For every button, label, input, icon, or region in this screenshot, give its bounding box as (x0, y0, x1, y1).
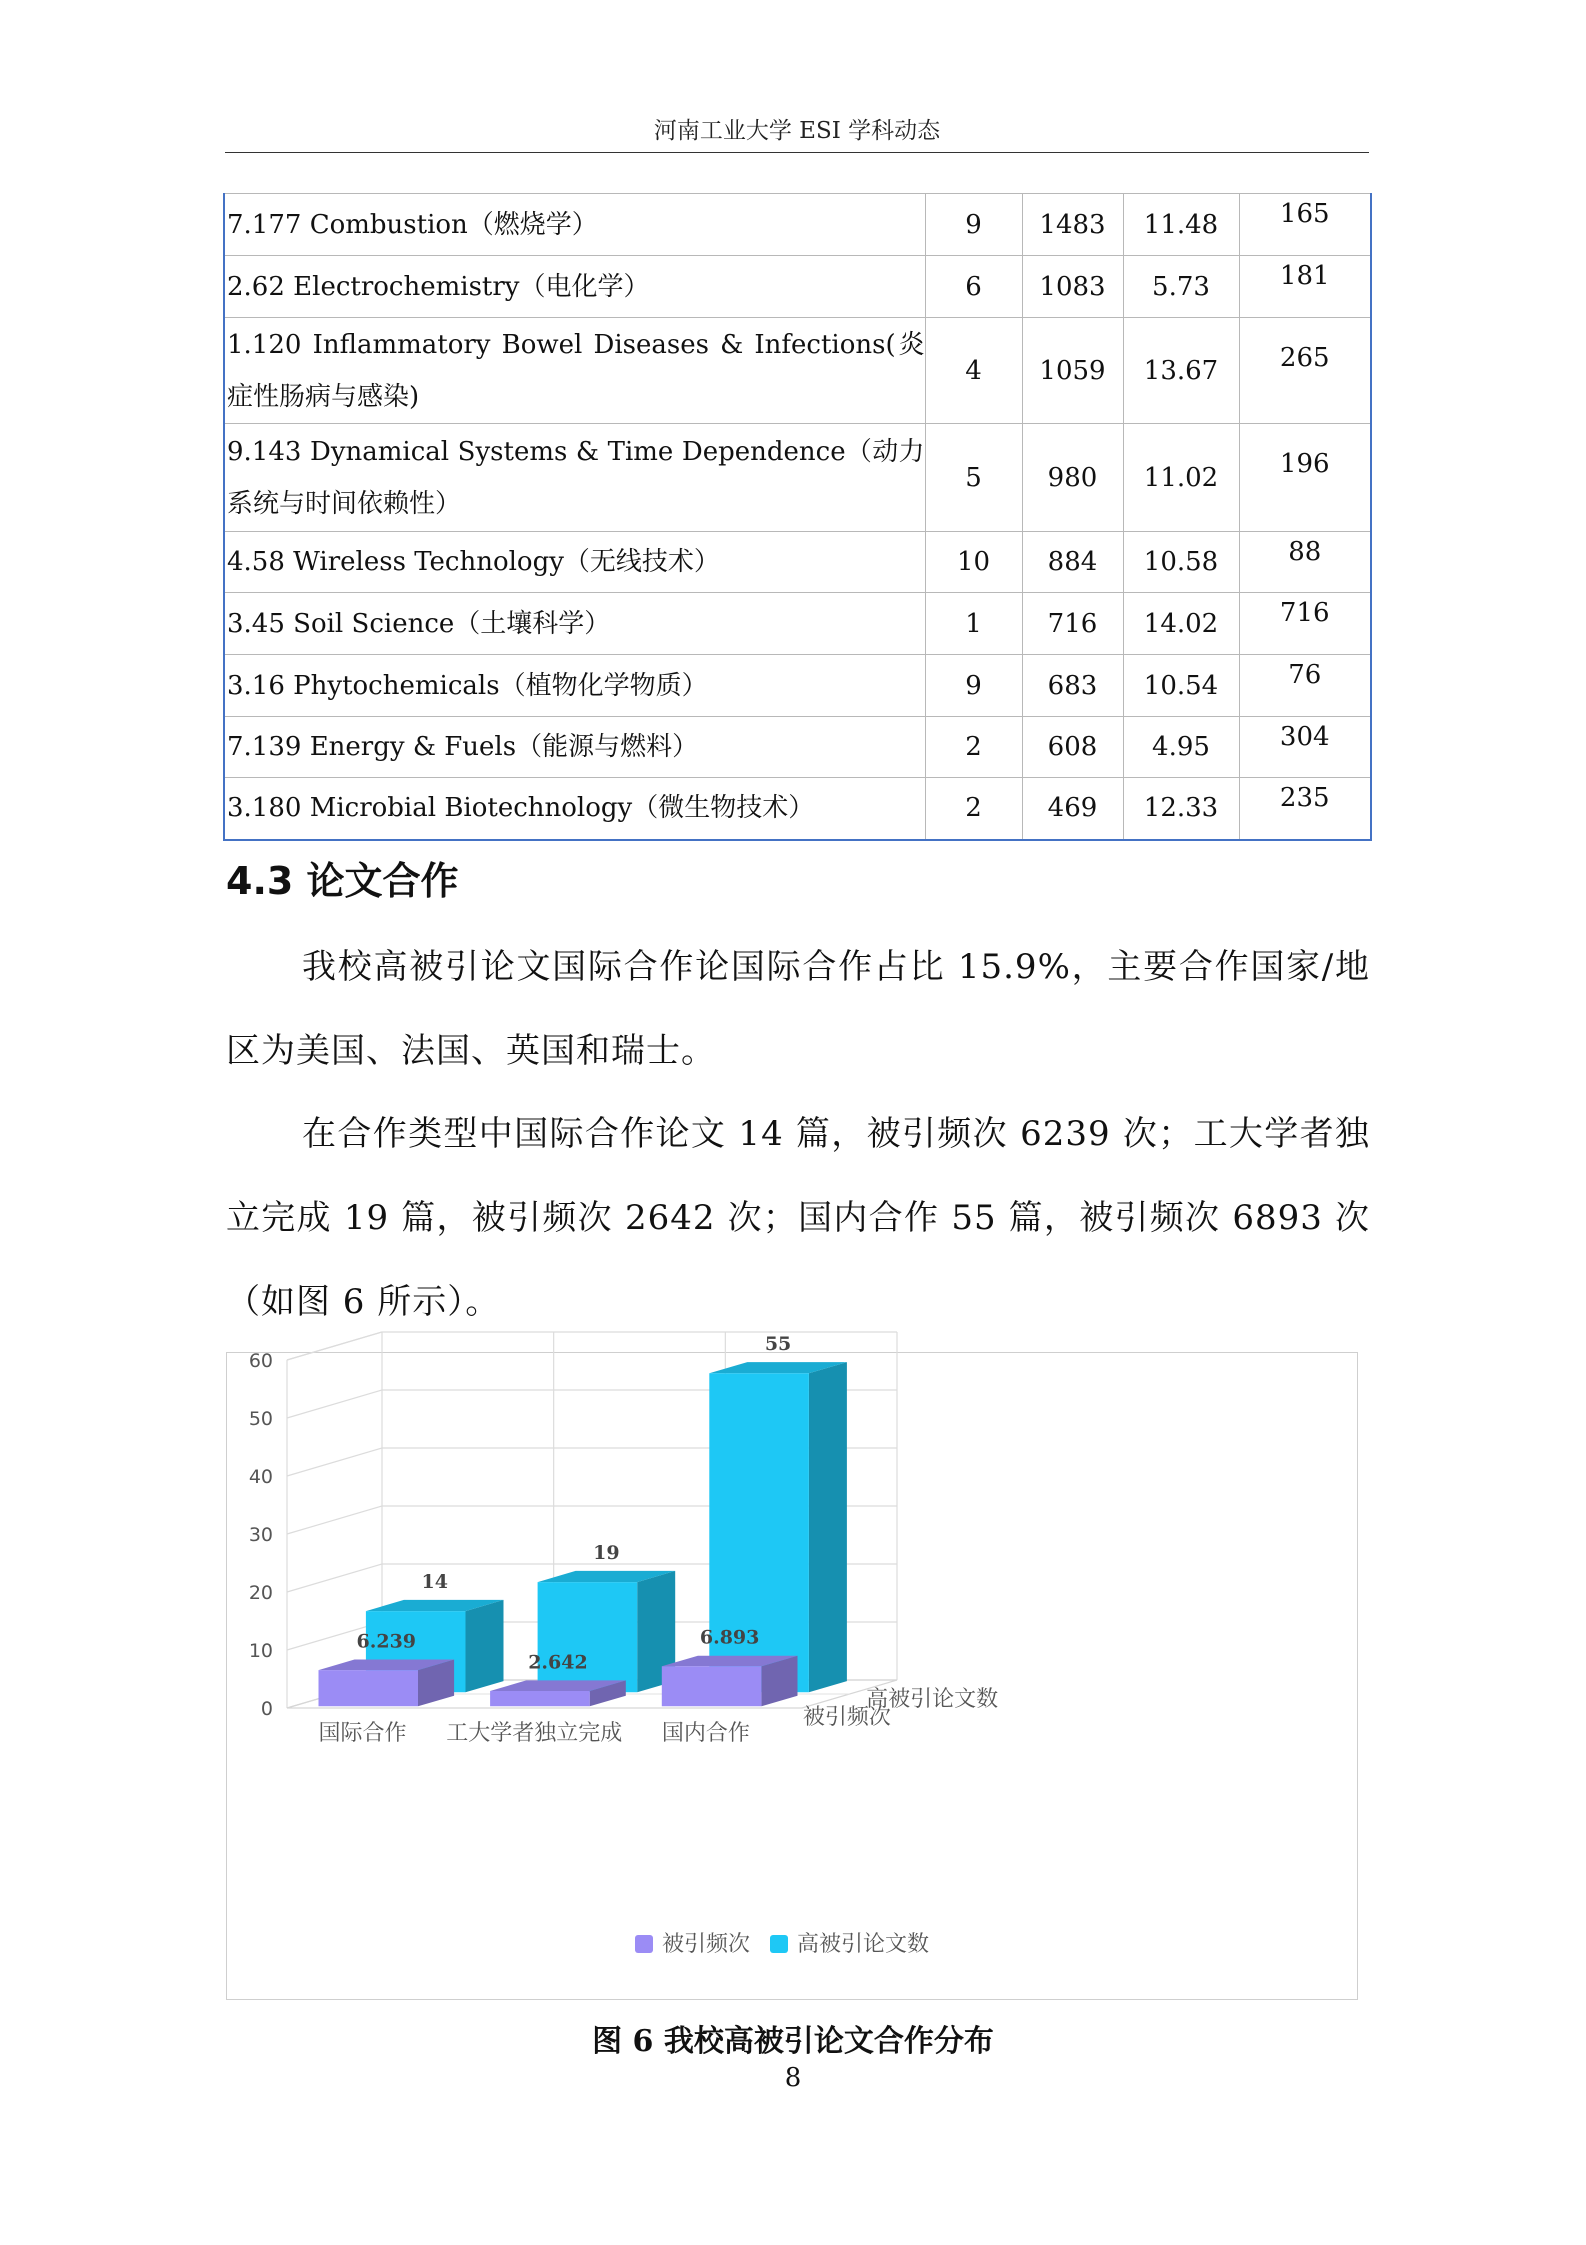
table-cell: 716 (1239, 593, 1371, 655)
y-tick-label: 10 (248, 1640, 273, 1662)
table-cell: 10 (925, 532, 1022, 593)
y-tick-label: 40 (248, 1466, 273, 1488)
y-tick-label: 20 (248, 1582, 273, 1604)
table-cell-name: 2.62 Electrochemistry（电化学） (224, 256, 925, 318)
table-row (224, 717, 1371, 778)
table-cell: 716 (1022, 593, 1123, 655)
table-cell-name: 3.180 Microbial Biotechnology（微生物技术） (224, 778, 925, 840)
table-row (224, 778, 1371, 840)
table-cell: 5 (925, 424, 1022, 532)
paragraph: 在合作类型中国际合作论文 14 篇，被引频次 6239 次；工大学者独立完成 19 篇，被引频次 2642 次；国内合作 55 篇，被引频次 6893 次（如图 6 所示）。 (226, 1114, 1370, 1322)
table-cell: 1 (925, 593, 1022, 655)
table-cell: 14.02 (1123, 593, 1239, 655)
x-tick-label: 国内合作 (661, 1721, 750, 1746)
data-label: 55 (764, 1333, 792, 1356)
page-number: 8 (784, 2063, 802, 2093)
table-cell-name: 7.139 Energy & Fuels（能源与燃料） (224, 717, 925, 778)
table-cell: 5.73 (1123, 256, 1239, 318)
table-row (224, 655, 1371, 717)
x-tick-label: 工大学者独立完成 (446, 1721, 623, 1746)
table-cell: 10.54 (1123, 655, 1239, 717)
table-row (224, 194, 1371, 256)
table-cell: 265 (1239, 318, 1371, 424)
table-cell: 2 (925, 778, 1022, 840)
legend-label: 被引频次 (662, 1932, 751, 1957)
table-cell: 608 (1022, 717, 1123, 778)
table-cell: 4.95 (1123, 717, 1239, 778)
table-cell: 980 (1022, 424, 1123, 532)
table-cell: 12.33 (1123, 778, 1239, 840)
legend-label: 高被引论文数 (797, 1932, 930, 1957)
table-cell: 10.58 (1123, 532, 1239, 593)
data-label: 14 (421, 1570, 448, 1593)
y-tick-label: 60 (248, 1350, 273, 1372)
table-cell: 884 (1022, 532, 1123, 593)
table-cell-name: 3.45 Soil Science（土壤科学） (224, 593, 925, 655)
bar-chart-3d (227, 1333, 1357, 1999)
table-cell: 304 (1239, 717, 1371, 778)
table-cell: 1083 (1022, 256, 1123, 318)
table-cell: 9 (925, 194, 1022, 256)
bar (538, 1582, 638, 1692)
table-cell-name: 7.177 Combustion（燃烧学） (224, 194, 925, 256)
table-cell: 76 (1239, 655, 1371, 717)
table-row (224, 593, 1371, 655)
data-label: 19 (593, 1541, 620, 1564)
y-tick-label: 30 (248, 1524, 273, 1546)
table-cell-name: 1.120 Inflammatory Bowel Diseases & Infections(炎症性肠病与感染) (224, 318, 925, 424)
y-tick-label: 50 (248, 1408, 273, 1430)
table-cell: 1483 (1022, 194, 1123, 256)
table-cell: 469 (1022, 778, 1123, 840)
table-cell: 235 (1239, 778, 1371, 840)
table-cell: 9 (925, 655, 1022, 717)
x-tick-label: 国际合作 (318, 1721, 407, 1746)
table-cell: 165 (1239, 194, 1371, 256)
table-cell: 6 (925, 256, 1022, 318)
legend-swatch (770, 1935, 788, 1953)
table-cell: 683 (1022, 655, 1123, 717)
bar-side (466, 1600, 504, 1692)
page-header: 河南工业大学 ESI 学科动态 (653, 118, 941, 144)
table-cell: 4 (925, 318, 1022, 424)
table-row (224, 424, 1371, 532)
table-cell-name: 9.143 Dynamical Systems & Time Dependence（动力系统与时间依赖性） (224, 424, 925, 532)
table-cell: 2 (925, 717, 1022, 778)
table-row (224, 256, 1371, 318)
bar (490, 1691, 590, 1706)
table-cell-name: 4.58 Wireless Technology（无线技术） (224, 532, 925, 593)
table-cell: 1059 (1022, 318, 1123, 424)
data-label: 6.893 (699, 1626, 760, 1649)
paragraph: 我校高被引论文国际合作论国际合作占比 15.9%，主要合作国家/地区为美国、法国、英国和瑞士。 (226, 947, 1370, 1071)
table-cell: 13.67 (1123, 318, 1239, 424)
legend-swatch (635, 1935, 653, 1953)
data-label: 6.239 (356, 1630, 417, 1653)
bar (319, 1670, 419, 1706)
y-tick-label: 0 (260, 1698, 273, 1720)
section-title: 4.3 论文合作 (226, 859, 459, 903)
depth-axis-label: 高被引论文数 (866, 1687, 999, 1713)
table-cell: 88 (1239, 532, 1371, 593)
chart-container (226, 1333, 1358, 2000)
bar (662, 1666, 762, 1706)
table-row (224, 318, 1371, 424)
figure-caption: 图 6 我校高被引论文合作分布 (592, 2024, 994, 2059)
table-cell: 11.48 (1123, 194, 1239, 256)
table-cell: 11.02 (1123, 424, 1239, 532)
data-label: 2.642 (528, 1651, 588, 1674)
table-cell-name: 3.16 Phytochemicals（植物化学物质） (224, 655, 925, 717)
discipline-table (223, 193, 1372, 841)
depth-axis-label: 被引频次 (802, 1704, 891, 1730)
table-row (224, 532, 1371, 593)
table-cell: 196 (1239, 424, 1371, 532)
table-cell: 181 (1239, 256, 1371, 318)
bar-side (809, 1362, 847, 1692)
header-rule (225, 152, 1369, 153)
